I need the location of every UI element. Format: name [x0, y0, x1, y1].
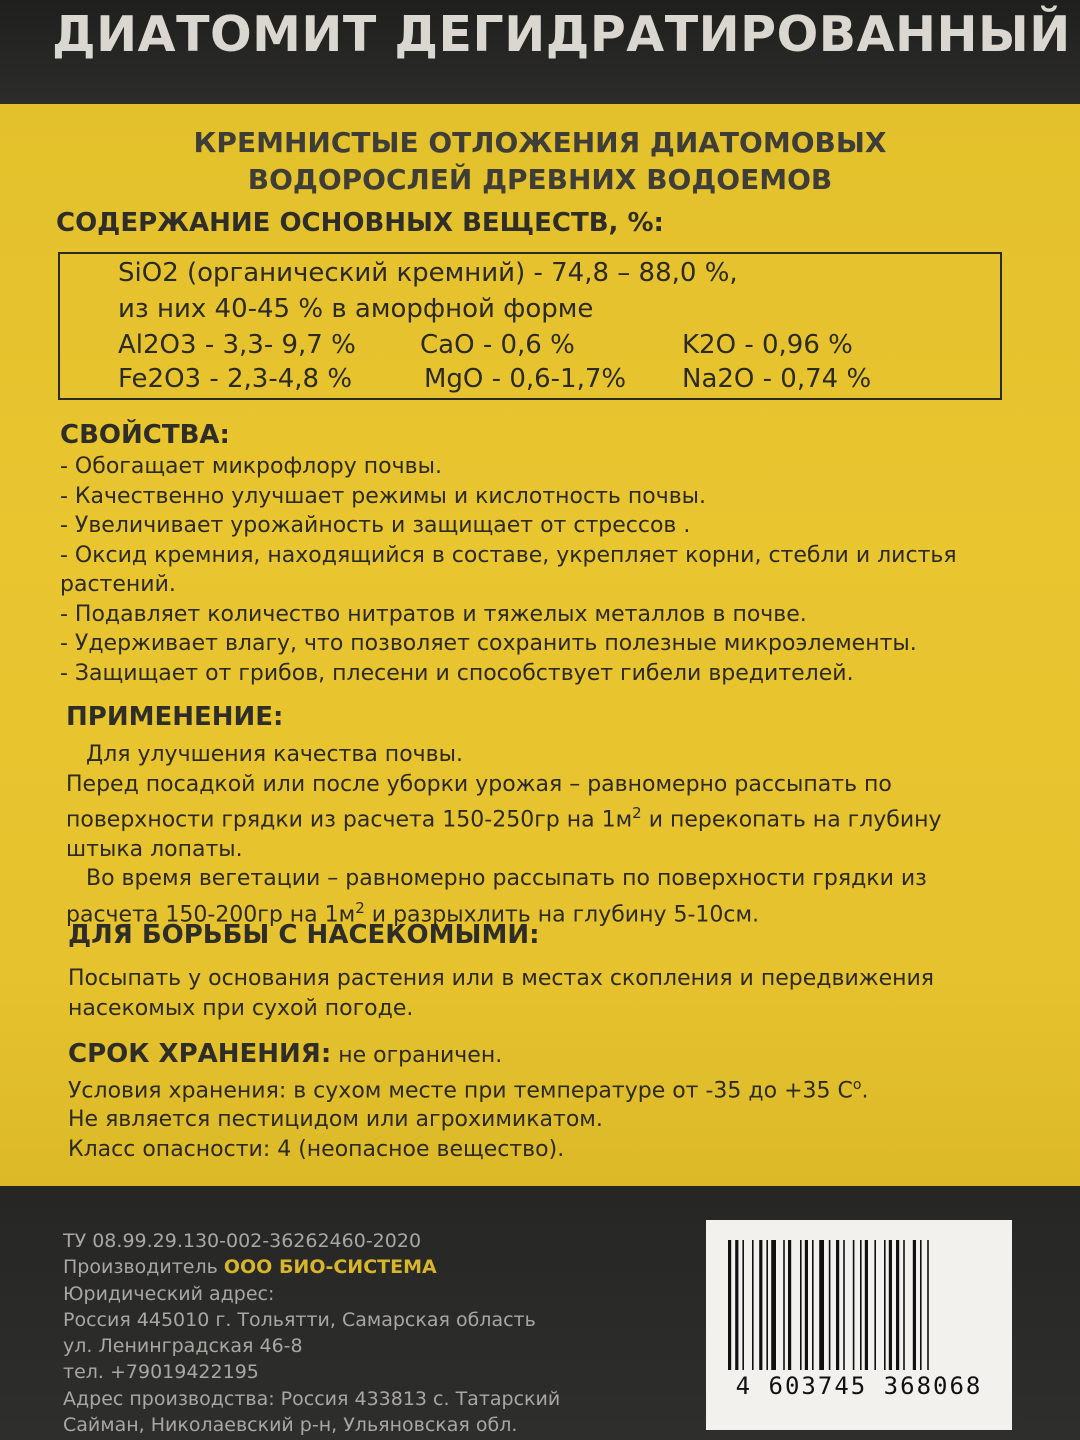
- application-heading: ПРИМЕНЕНИЕ:: [66, 702, 284, 732]
- property-item: - Удерживает влагу, что позволяет сохранить полезные микроэлементы.: [60, 631, 917, 656]
- barcode-bar: [865, 1240, 868, 1370]
- barcode-bar: [800, 1240, 802, 1370]
- producer-name: ООО БИО-СИСТЕМА: [223, 1256, 437, 1279]
- barcode-bar: [903, 1240, 905, 1370]
- barcode-bar: [819, 1240, 824, 1370]
- composition-al2o3: Al2O3 - 3,3- 9,7 %: [118, 330, 356, 360]
- barcode-bar: [771, 1240, 776, 1370]
- application-paragraph-2: Во время вегетации – равномерно рассыпать по поверхности грядки из расчета 150-200гр на $1м^2$ и разрыхлить на глубину 5-10см.: [66, 866, 927, 928]
- footer-band: [0, 1186, 1080, 1440]
- producer-line: Производитель ООО БИО-СИСТЕМА: [63, 1256, 437, 1279]
- barcode-bar: [812, 1240, 814, 1370]
- product-title: ДИАТОМИТ ДЕГИДРАТИРОВАННЫЙ: [52, 6, 1071, 63]
- storage-term: не ограничен.: [331, 1043, 503, 1068]
- address-line-1: Россия 445010 г. Тольятти, Самарская область: [63, 1308, 536, 1331]
- barcode-bar: [843, 1240, 845, 1370]
- property-item: - Подавляет количество нитратов и тяжелых металлов в почве.: [60, 601, 807, 627]
- composition-k2o: K2O - 0,96 %: [682, 330, 853, 360]
- barcode-bar: [836, 1240, 839, 1370]
- subtitle: [0, 124, 1080, 198]
- barcode-bar: [788, 1240, 791, 1370]
- property-item: - Обогащает микрофлору почвы.: [60, 454, 442, 479]
- barcode-bar: [735, 1240, 738, 1370]
- composition-sio2-note: из них 40-45 % в аморфной форме: [118, 294, 594, 324]
- application-text: [66, 740, 1016, 930]
- address-line-2: ул. Ленинградская 46-8: [63, 1335, 303, 1358]
- composition-heading: СОДЕРЖАНИЕ ОСНОВНЫХ ВЕЩЕСТВ, %:: [56, 208, 664, 238]
- subtitle-line-1: КРЕМНИСТЫЕ ОТЛОЖЕНИЯ ДИАТОМОВЫХ: [193, 126, 887, 159]
- barcode-bar: [920, 1240, 922, 1370]
- properties-heading: СВОЙСТВА:: [60, 420, 230, 450]
- tu-code: ТУ 08.99.29.130-002-36262460-2020: [63, 1230, 422, 1252]
- manufacturer-info: [63, 1228, 560, 1438]
- legal-address-label: Юридический адрес:: [63, 1282, 275, 1305]
- barcode-bar: [913, 1240, 916, 1370]
- properties-list: [60, 452, 1020, 688]
- composition-fe2o3: Fe2O3 - 2,3-4,8 %: [118, 364, 353, 394]
- barcode-bar: [783, 1240, 785, 1370]
- storage-term-line: [68, 1040, 1008, 1071]
- composition-cao: CaO - 0,6 %: [420, 330, 575, 360]
- barcode-bar: [927, 1240, 929, 1370]
- application-paragraph-1: Перед посадкой или после уборки урожая – равномерно рассыпать по поверхности грядки из расчета 150-250гр на $1м^2$ и перекопать на глубину штыка лопаты.: [66, 771, 942, 862]
- production-address-2: Сайман, Николаевский р-н, Ульяновская обл.: [63, 1414, 518, 1437]
- barcode-bar: [728, 1240, 731, 1370]
- storage-heading: СРОК ХРАНЕНИЯ:: [68, 1039, 332, 1069]
- storage-not-pesticide: Не является пестицидом или агрохимикатом.: [68, 1107, 603, 1133]
- storage-conditions: Условия хранения: в сухом месте при температуре от -35 до +35 $С^o$.: [68, 1076, 869, 1103]
- property-item: - Увеличивает урожайность и защищает от стрессов .: [60, 513, 691, 538]
- barcode-bar: [829, 1240, 831, 1370]
- phone: тел. +79019422195: [63, 1361, 259, 1384]
- barcode-number: 4 603745 368068: [735, 1372, 983, 1400]
- property-item: - Качественно улучшает режимы и кислотность почвы.: [60, 483, 707, 509]
- composition-mgo: MgO - 0,6-1,7%: [424, 364, 627, 394]
- composition-table: [58, 252, 1002, 400]
- application-intro: Для улучшения качества почвы.: [86, 742, 463, 767]
- label-panel: [0, 104, 1080, 1186]
- storage-block: [68, 1040, 1008, 1164]
- property-item: - Защищает от грибов, плесени и способствует гибели вредителей.: [60, 660, 854, 686]
- barcode-bar: [860, 1240, 862, 1370]
- insects-text: Посыпать у основания растения или в местах скопления и передвижения насекомых при сухой погоде.: [68, 966, 935, 1021]
- barcode-bar: [853, 1240, 855, 1370]
- barcode-bar: [752, 1240, 754, 1370]
- barcode-bar: [884, 1240, 886, 1370]
- property-item: - Оксид кремния, находящийся в составе, укрепляет корни, стебли и листья растений.: [60, 542, 957, 597]
- composition-sio2: SiO2 (органический кремний) - 74,8 – 88,0 %,: [118, 258, 738, 288]
- barcode-icon: [724, 1240, 994, 1370]
- insects-heading: ДЛЯ БОРЬБЫ С НАСЕКОМЫМИ:: [68, 920, 540, 950]
- barcode-bar: [742, 1240, 744, 1370]
- barcode-bar: [896, 1240, 899, 1370]
- header-band: [0, 0, 1080, 104]
- barcode-bar: [874, 1240, 876, 1370]
- barcode-bar: [759, 1240, 762, 1370]
- barcode-bar: [766, 1240, 768, 1370]
- production-address-1: Адрес производства: Россия 433813 с. Татарский: [63, 1387, 561, 1410]
- subtitle-line-2: ВОДОРОСЛЕЙ ДРЕВНИХ ВОДОЕМОВ: [247, 163, 833, 196]
- barcode-sticker: [706, 1220, 1012, 1430]
- storage-hazard-class: Класс опасности: 4 (неопасное вещество).: [68, 1136, 565, 1162]
- barcode-bar: [805, 1240, 808, 1370]
- composition-na2o: Na2O - 0,74 %: [682, 364, 872, 394]
- barcode-bar: [889, 1240, 892, 1370]
